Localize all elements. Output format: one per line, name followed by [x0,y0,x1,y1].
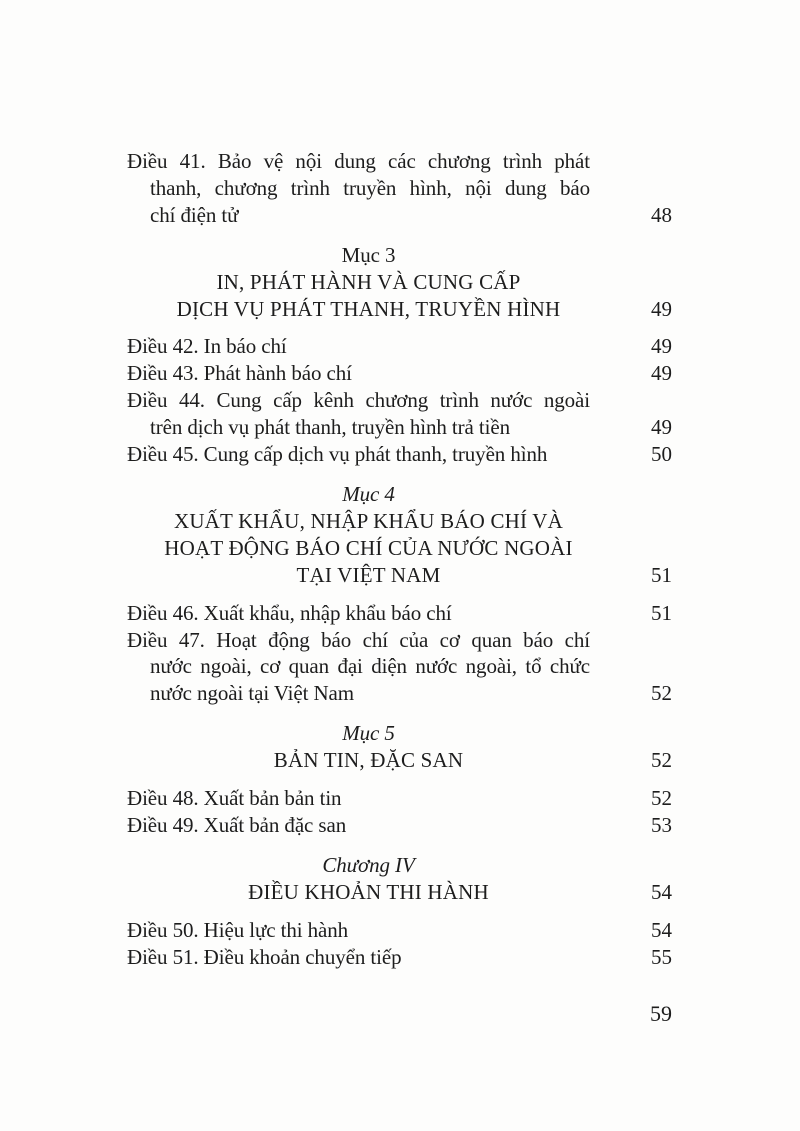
section-page-number: 52 [651,748,672,773]
entry-line: nước ngoài tại Việt Nam [150,681,354,706]
entry-line: trên dịch vụ phát thanh, truyền hình trả tiền [150,415,510,440]
section-title-line: IN, PHÁT HÀNH VÀ CUNG CẤP [216,269,521,294]
toc-entry [127,360,672,387]
entry-page-number: 53 [651,812,672,837]
toc-entry [127,387,672,441]
entry-line: Điều 44. Cung cấp kênh chương trình nước ngoài [127,388,590,413]
toc-entry [127,785,672,812]
toc-entry [127,333,672,360]
section-page-number: 54 [651,879,672,904]
entry-line: Điều 41. Bảo vệ nội dung các chương trình phát [127,149,590,173]
section-page-number: 51 [651,562,672,587]
entry-line: Điều 49. Xuất bản đặc san [127,812,347,837]
toc-section [127,481,672,589]
toc-entry [127,812,672,839]
section-title-line: XUẤT KHẨU, NHẬP KHẨU BÁO CHÍ VÀ [173,508,564,533]
toc-entry [127,627,672,708]
toc-entry [127,148,672,229]
section-label: Chương IV [322,852,415,877]
toc-entry [127,600,672,627]
toc-section [127,720,672,774]
entry-line: nước ngoài, cơ quan đại diện nước ngoài, tổ chức [150,654,590,679]
section-title-line: BẢN TIN, ĐẶC SAN [273,748,464,773]
toc-section [127,242,672,323]
entry-line: Điều 45. Cung cấp dịch vụ phát thanh, truyền hình [127,442,548,467]
section-label: Mục 5 [342,721,395,746]
entry-page-number: 49 [651,415,672,440]
entry-page-number: 49 [651,334,672,359]
entry-line: chí điện tử [150,202,239,227]
entry-page-number: 48 [651,202,672,227]
section-title-line: TẠI VIỆT NAM [296,562,441,587]
section-page-number: 49 [651,296,672,321]
entry-page-number: 54 [651,917,672,942]
entry-line: Điều 47. Hoạt động báo chí của cơ quan báo chí [127,627,590,652]
entry-page-number: 49 [651,361,672,386]
section-title-line: ĐIỀU KHOẢN THI HÀNH [248,879,489,904]
toc-entry [127,441,672,468]
toc-entry [127,917,672,944]
page-number-footer: 59 [650,1001,672,1026]
entry-line: Điều 42. In báo chí [127,334,287,359]
section-label: Mục 4 [342,481,395,506]
toc-list [127,148,672,970]
entry-line: Điều 46. Xuất khẩu, nhập khẩu báo chí [127,600,452,625]
entry-page-number: 52 [651,681,672,706]
entry-page-number: 55 [651,944,672,969]
section-title-line: DỊCH VỤ PHÁT THANH, TRUYỀN HÌNH [176,296,561,321]
entry-page-number: 51 [651,600,672,625]
section-label: Mục 3 [341,242,396,267]
entry-page-number: 52 [651,786,672,811]
entry-line: Điều 50. Hiệu lực thi hành [127,917,349,942]
entry-line: Điều 48. Xuất bản bản tin [127,786,342,811]
toc-section [127,852,672,906]
entry-page-number: 50 [651,442,672,467]
entry-line: Điều 43. Phát hành báo chí [127,361,352,386]
toc-entry [127,944,672,971]
entry-line: Điều 51. Điều khoản chuyển tiếp [127,944,402,969]
section-title-line: HOẠT ĐỘNG BÁO CHÍ CỦA NƯỚC NGOÀI [164,535,573,560]
entry-line: thanh, chương trình truyền hình, nội dung báo [150,175,590,200]
